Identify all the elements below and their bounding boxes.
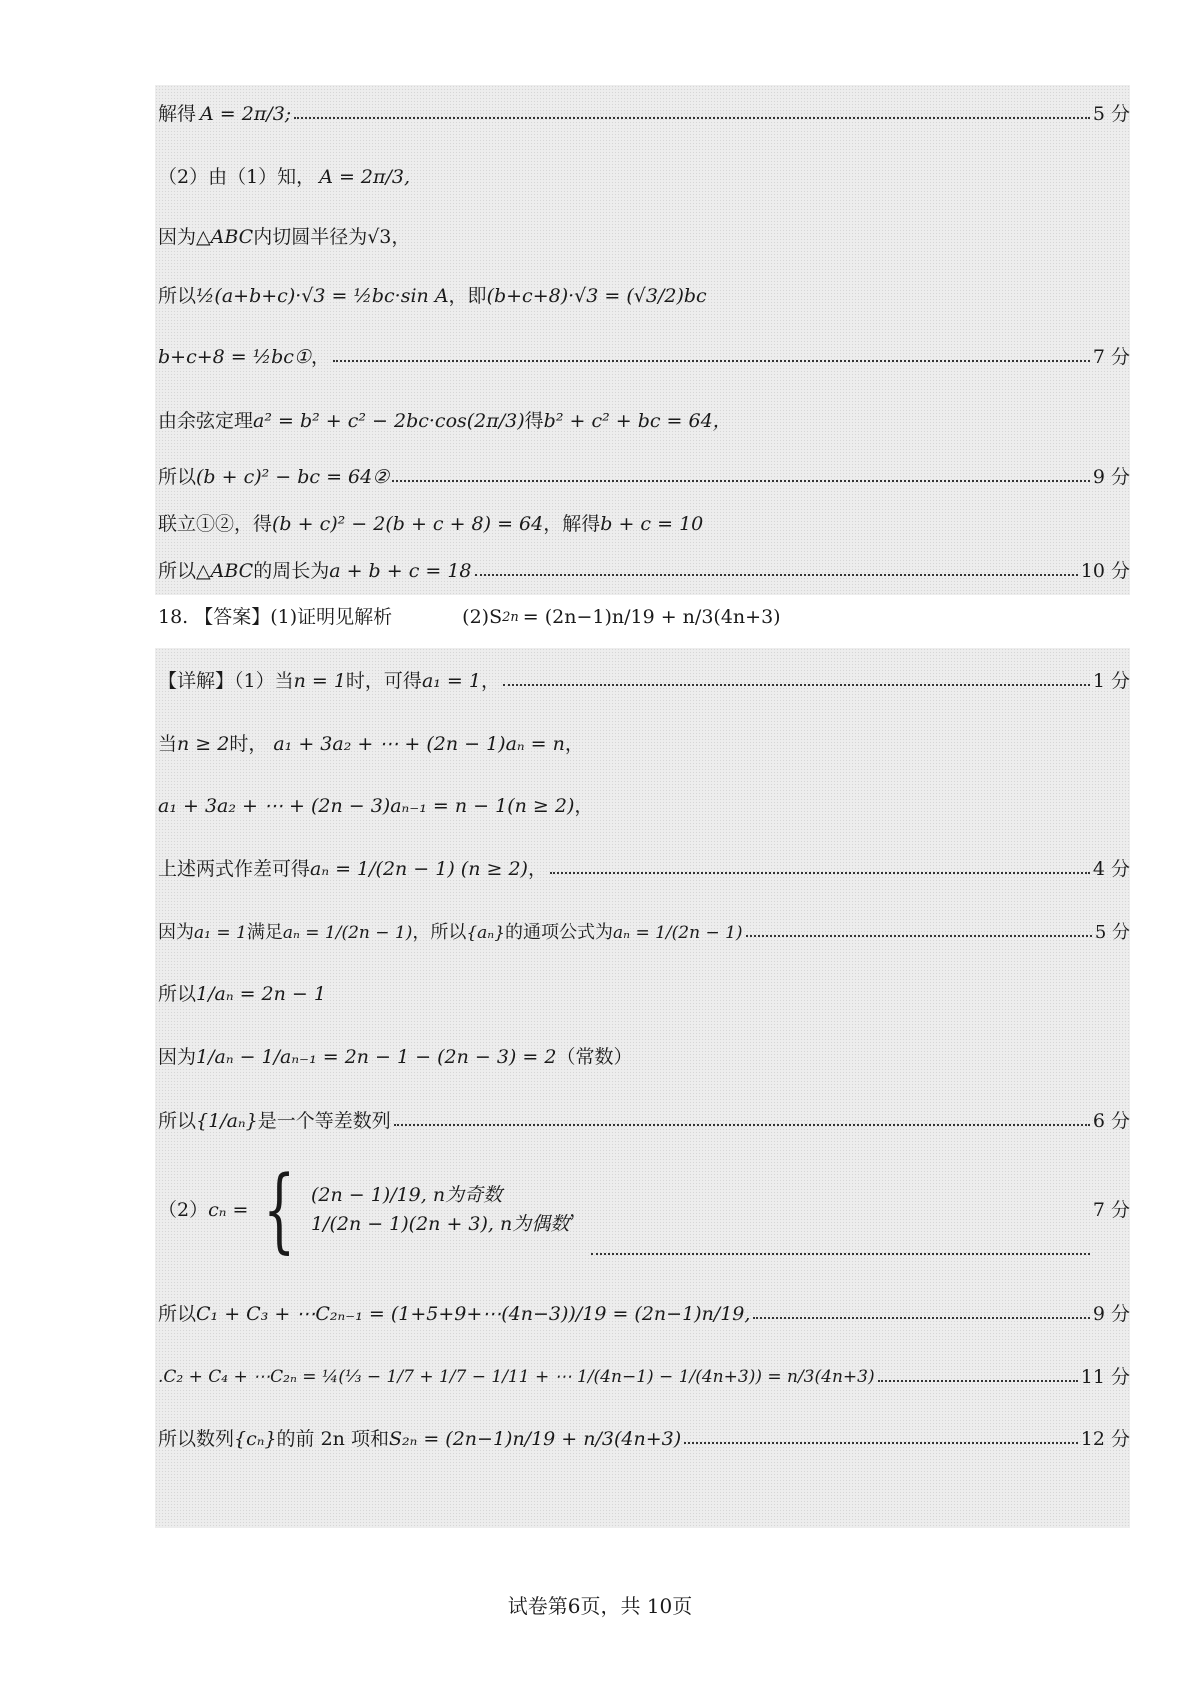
leader-dots <box>294 116 1090 119</box>
s17-l9-score: 10 分 <box>1080 560 1130 582</box>
s18-l12-math2: S₂ₙ = (2n−1)n/19 + n/3(4n+3) <box>388 1428 682 1450</box>
s18-line-5 <box>158 924 1130 942</box>
s17-l8-math2: b + c = 10 <box>600 513 704 535</box>
s18-l7-text: 因为 <box>158 1046 197 1068</box>
s18-l1-math2: a₁ = 1 <box>421 670 481 692</box>
case-even: 1/(2n − 1)(2n + 3), n为偶数 <box>310 1213 570 1235</box>
answer-tag: 【答案】 <box>194 606 271 628</box>
s17-l7-math: (b + c)² − bc = 64② <box>196 466 390 488</box>
s17-l4-math2: (b+c+8)·√3 = (√3/2)bc <box>486 285 707 307</box>
s18-l1-math: n = 1 <box>293 670 346 692</box>
s18-l8-text: 所以 <box>158 1110 197 1132</box>
s18-line-2 <box>158 735 1130 754</box>
s17-line-5 <box>158 348 1130 367</box>
case-odd: (2n − 1)/19, n为奇数 <box>310 1184 503 1206</box>
s18-l5-math2: aₙ = 1/(2n − 1) <box>282 922 413 943</box>
s18-l12-score: 12 分 <box>1080 1428 1130 1450</box>
s18-l4-math: aₙ = 1/(2n − 1) (n ≥ 2) <box>310 858 528 880</box>
s17-l6-math2: b² + c² + bc = 64， <box>543 410 732 432</box>
s18-line-3 <box>158 797 1130 816</box>
leader-dots <box>503 683 1090 686</box>
s18-l5-text2: 满足 <box>246 922 283 943</box>
left-brace: { <box>263 1156 296 1263</box>
s18-l8-text2: 是一个等差数列 <box>257 1110 391 1132</box>
leader-dots <box>475 573 1078 576</box>
s17-l8-text: 联立①②，得 <box>158 513 273 535</box>
s18-l2-text: 当 <box>158 733 178 755</box>
leader-dots <box>684 1441 1078 1444</box>
s18-line-7 <box>158 1048 1130 1067</box>
s18-l4-text: 上述两式作差可得 <box>158 858 311 880</box>
s18-l4-text2: ， <box>527 858 547 880</box>
s18-l1-text2: 时，可得 <box>345 670 422 692</box>
s18-l4-score: 4 分 <box>1092 858 1130 880</box>
s17-l2-math: A = 2π/3, <box>319 166 411 188</box>
piecewise-definition <box>248 1156 570 1263</box>
s18-l3-text: ， <box>574 795 594 817</box>
s17-l8-math: (b + c)² − 2(b + c + 8) = 64 <box>272 513 544 535</box>
leader-dots <box>550 871 1090 874</box>
s17-l2-text: （2）由（1）知， <box>158 166 316 188</box>
s17-l7-text: 所以 <box>158 466 197 488</box>
s17-line-9 <box>158 562 1130 581</box>
s18-l5-text4: 的通项公式为 <box>505 922 614 943</box>
leader-dots <box>333 359 1090 362</box>
s18-l1-text: 【详解】（1）当 <box>158 670 294 692</box>
s18-l10-text: 所以 <box>158 1303 197 1325</box>
s17-line-6 <box>158 412 1130 431</box>
s17-l5-math: b+c+8 = ½bc① <box>158 346 311 368</box>
s18-l5-math: a₁ = 1 <box>194 922 247 943</box>
leader-dots <box>394 1123 1090 1126</box>
s17-l1-score: 5 分 <box>1092 103 1130 125</box>
s18-answer-header <box>158 608 1130 627</box>
s18-l8-math: {1/aₙ} <box>196 1110 258 1132</box>
s17-l9-text2: 的周长为 <box>253 560 330 582</box>
s18-l2-text3: ， <box>564 733 584 755</box>
answer-part-2-sub: 2n <box>502 610 519 625</box>
solution-18-background <box>155 648 1130 1528</box>
s18-l11-math: .C₂ + C₄ + ⋯C₂ₙ = ¼(⅓ − 1/7 + 1/7 − 1/11 + ⋯ 1/(4n−1) − 1/(4n+3)) = n/3(4n+3) <box>158 1367 875 1387</box>
s18-l12-math: {cₙ} <box>234 1428 277 1450</box>
s17-l7-score: 9 分 <box>1092 466 1130 488</box>
s17-l9-math: ABC <box>210 560 254 582</box>
answer-part-2: (2)S <box>462 606 503 628</box>
leader-dots <box>878 1379 1078 1382</box>
s18-l10-math: C₁ + C₃ + ⋯C₂ₙ₋₁ = (1+5+9+⋯(4n−3))/19 = (2n−1)n/19, <box>196 1303 751 1325</box>
s17-l4-math: ½(a+b+c)·√3 = ½bc·sin A <box>196 285 449 307</box>
s17-line-3 <box>158 228 1130 247</box>
s18-l5-math3: {aₙ} <box>466 922 506 943</box>
answer-part-2-math: = (2n−1)n/19 + n/3(4n+3) <box>522 606 781 628</box>
s18-l3-math: a₁ + 3a₂ + ⋯ + (2n − 3)aₙ₋₁ = n − 1(n ≥ 2) <box>158 795 575 817</box>
s17-line-8 <box>158 515 1130 534</box>
s18-line-10 <box>158 1305 1130 1324</box>
s18-l6-math: 1/aₙ = 2n − 1 <box>196 983 326 1005</box>
s17-l9-text: 所以△ <box>158 560 211 582</box>
s18-l9-text2: ， <box>569 1198 589 1221</box>
s18-l5-text3: ，所以 <box>412 922 467 943</box>
s17-l3-math: ABC <box>210 226 254 248</box>
s17-line-7 <box>158 468 1130 487</box>
s18-line-6 <box>158 985 1130 1004</box>
s18-l10-score: 9 分 <box>1092 1303 1130 1325</box>
s18-line-12 <box>158 1430 1130 1449</box>
leader-dots <box>746 934 1092 937</box>
s18-l1-text3: ， <box>480 670 500 692</box>
s18-line-8 <box>158 1112 1130 1131</box>
s18-l5-text: 因为 <box>158 922 194 943</box>
question-number: 18. <box>158 606 189 628</box>
s18-l12-text2: 的前 2n 项和 <box>276 1428 389 1450</box>
s17-l4-text2: ，即 <box>448 285 487 307</box>
s18-l7-math: 1/aₙ − 1/aₙ₋₁ = 2n − 1 − (2n − 3) = 2 <box>196 1046 557 1068</box>
s17-line-2 <box>158 168 1130 187</box>
s18-l11-score: 11 分 <box>1080 1366 1130 1388</box>
s17-l6-math: a² = b² + c² − 2bc·cos(2π/3) <box>253 410 525 432</box>
s17-line-1 <box>158 105 1130 124</box>
s18-line-4 <box>158 860 1130 879</box>
s18-line-11 <box>158 1368 1130 1387</box>
leader-dots <box>591 1252 1090 1255</box>
leader-dots <box>392 479 1090 482</box>
s18-l9-math: cₙ = <box>208 1198 249 1221</box>
page-footer: 试卷第6页，共 10页 <box>507 1594 693 1618</box>
s18-l5-score: 5 分 <box>1094 922 1130 943</box>
s18-l5-math4: aₙ = 1/(2n − 1) <box>613 922 743 943</box>
s17-line-4 <box>158 287 1130 306</box>
s17-l8-text2: ，解得 <box>543 513 601 535</box>
s18-l6-text: 所以 <box>158 983 197 1005</box>
s18-l1-score: 1 分 <box>1092 670 1130 692</box>
s18-l9-text: （2） <box>158 1198 209 1221</box>
s18-l2-math: n ≥ 2 <box>177 733 230 755</box>
s17-l9-math2: a + b + c = 18 <box>329 560 472 582</box>
s18-line-1 <box>158 672 1130 691</box>
s18-l2-math2: a₁ + 3a₂ + ⋯ + (2n − 1)aₙ = n <box>273 733 565 755</box>
s18-l9-score: 7 分 <box>1092 1198 1130 1221</box>
s17-l1-math: A = 2π/3; <box>200 103 292 125</box>
leader-dots <box>753 1316 1089 1319</box>
s17-l3-text: 因为△ <box>158 226 211 248</box>
s18-l2-text2: 时， <box>229 733 268 755</box>
s18-l12-text: 所以数列 <box>158 1428 235 1450</box>
s17-l5-score: 7 分 <box>1092 346 1130 368</box>
s18-l8-score: 6 分 <box>1092 1110 1130 1132</box>
answer-part-1: (1)证明见解析 <box>270 606 393 628</box>
s17-l4-text: 所以 <box>158 285 197 307</box>
s17-l1-text: 解得 <box>158 103 197 125</box>
s18-l7-text2: （常数） <box>556 1046 633 1068</box>
s17-l6-text2: 得 <box>524 410 544 432</box>
s18-line-9 <box>158 1156 1130 1263</box>
s17-l6-text: 由余弦定理 <box>158 410 254 432</box>
s17-l5-text: ， <box>310 346 330 368</box>
s17-l3-text2: 内切圆半径为√3， <box>253 226 411 248</box>
